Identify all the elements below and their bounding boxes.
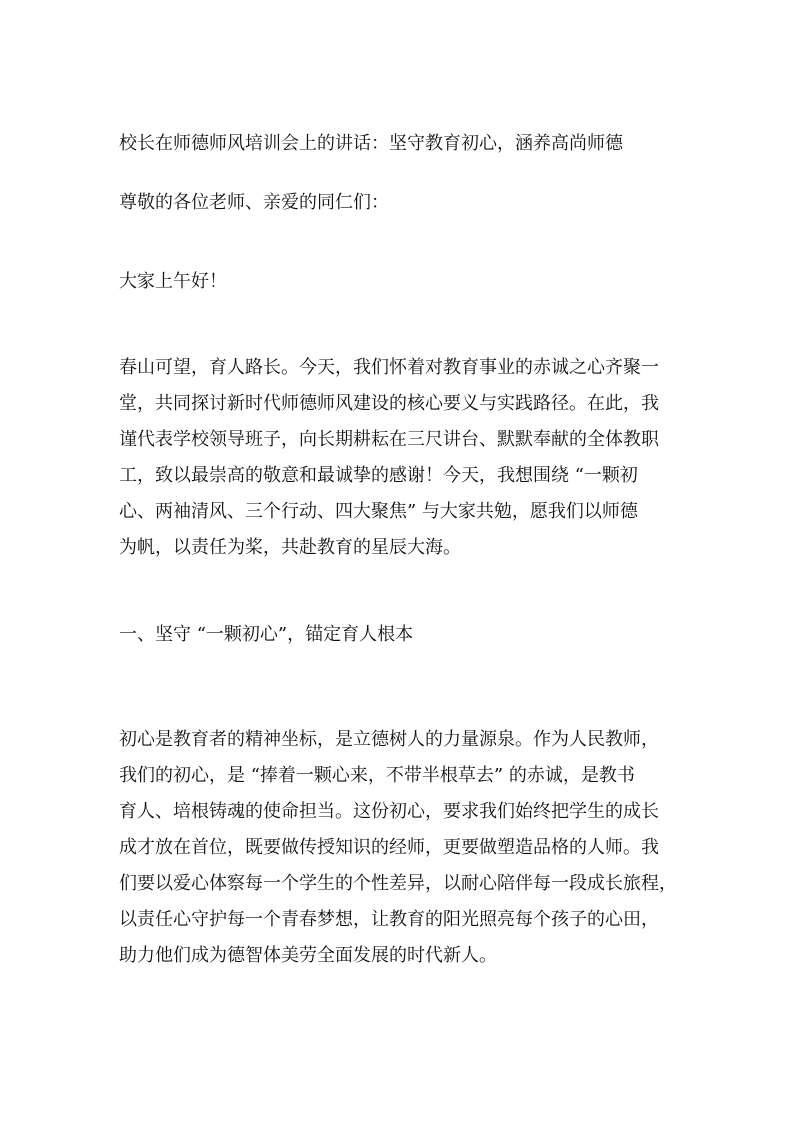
- document-title: 校长在师德师风培训会上的讲话：坚守教育初心，涵养高尚师德: [119, 133, 623, 154]
- paragraph-line: 初心是教育者的精神坐标，是立德树人的力量源泉。作为人民教师，: [119, 729, 659, 750]
- section1-paragraph: [119, 722, 679, 974]
- paragraph-line: 春山可望，育人路长。今天，我们怀着对教育事业的赤诚之心齐聚一: [119, 357, 659, 378]
- paragraph-line: 工，致以最崇高的敬意和最诚挚的感谢！今天，我想围绕 “一颗初: [119, 465, 638, 486]
- paragraph-line: 助力他们成为德智体美劳全面发展的时代新人。: [119, 945, 497, 966]
- paragraph-line: 谨代表学校领导班子，向长期耕耘在三尺讲台、默默奉献的全体教职: [119, 429, 659, 450]
- salutation: 尊敬的各位老师、亲爱的同仁们：: [119, 192, 389, 213]
- paragraph-line: 们要以爱心体察每一个学生的个性差异，以耐心陪伴每一段成长旅程，: [119, 873, 677, 894]
- section-heading: 一、坚守 “一颗初心”，锚定育人根本: [119, 624, 414, 645]
- paragraph-line: 心、两袖清风、三个行动、四大聚焦” 与大家共勉，愿我们以师德: [119, 501, 638, 522]
- intro-paragraph: [119, 350, 679, 566]
- paragraph-line: 我们的初心，是 “捧着一颗心来，不带半根草去” 的赤诚，是教书: [119, 765, 635, 786]
- paragraph-line: 为帆，以责任为桨，共赴教育的星辰大海。: [119, 537, 461, 558]
- paragraph-line: 育人、培根铸魂的使命担当。这份初心，要求我们始终把学生的成长: [119, 801, 659, 822]
- paragraph-line: 成才放在首位，既要做传授知识的经师，更要做塑造品格的人师。我: [119, 837, 659, 858]
- greeting: 大家上午好！: [119, 271, 227, 292]
- paragraph-line: 以责任心守护每一个青春梦想，让教育的阳光照亮每个孩子的心田，: [119, 909, 659, 930]
- paragraph-line: 堂，共同探讨新时代师德师风建设的核心要义与实践路径。在此，我: [119, 393, 659, 414]
